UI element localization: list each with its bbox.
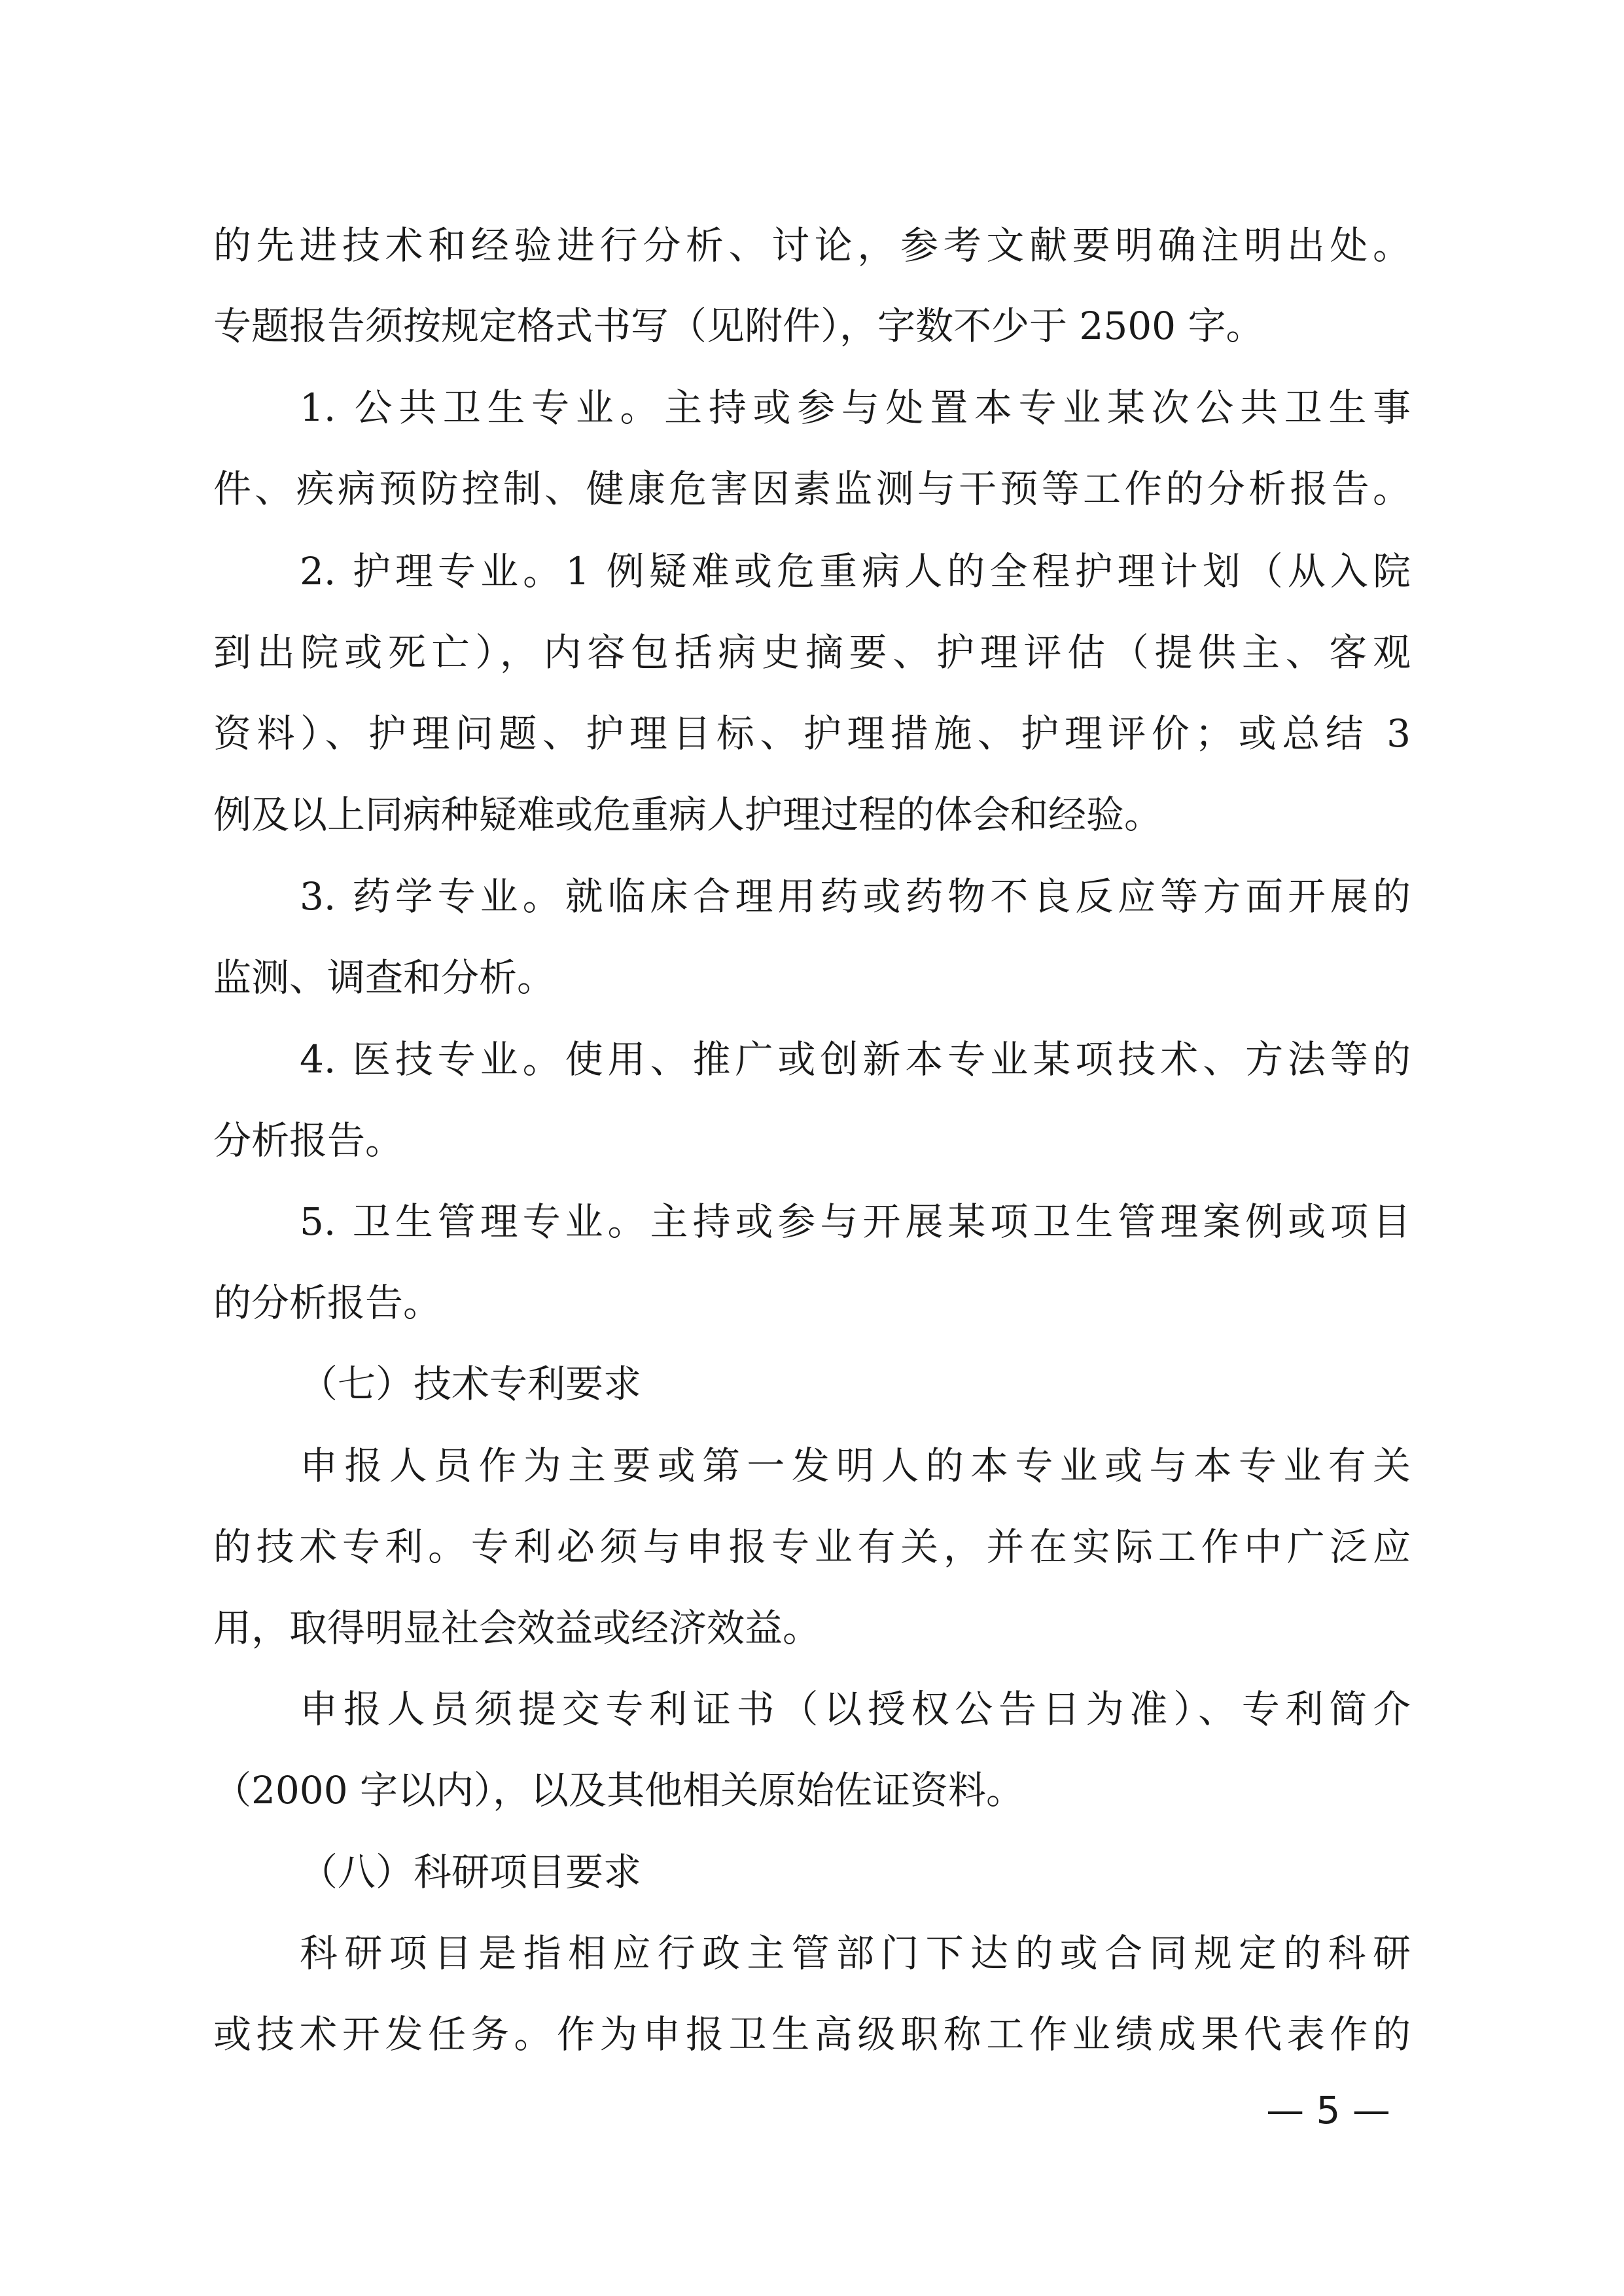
paragraph-line: 分析报告。 bbox=[213, 1118, 404, 1163]
section-item-pharmacy: 3. 药学专业。就临床合理用药或药物不良反应等方面开展的 bbox=[300, 874, 1411, 919]
paragraph-line: 申报人员须提交专利证书（以授权公告日为准）、专利简介 bbox=[300, 1687, 1411, 1731]
page-number: — 5 — bbox=[1266, 2088, 1390, 2132]
paragraph-line: 或技术开发任务。作为申报卫生高级职称工作业绩成果代表作的 bbox=[213, 2012, 1411, 2057]
heading-research-project-requirements: （八）科研项目要求 bbox=[300, 1850, 642, 1894]
heading-patent-requirements: （七）技术专利要求 bbox=[300, 1362, 642, 1406]
paragraph-line: 例及以上同病种疑难或危重病人护理过程的体会和经验。 bbox=[213, 792, 1163, 837]
paragraph-line: 用，取得明显社会效益或经济效益。 bbox=[213, 1606, 821, 1650]
paragraph-line: 监测、调查和分析。 bbox=[213, 955, 556, 1000]
section-item-medical-technology: 4. 医技专业。使用、推广或创新本专业某项技术、方法等的 bbox=[300, 1037, 1411, 1082]
paragraph-line: 专题报告须按规定格式书写（见附件），字数不少于 2500 字。 bbox=[213, 304, 1264, 348]
paragraph-line: 申报人员作为主要或第一发明人的本专业或与本专业有关 bbox=[300, 1443, 1411, 1488]
paragraph-line: 的技术专利。专利必须与申报专业有关，并在实际工作中广泛应 bbox=[213, 1525, 1411, 1569]
paragraph-line: 资料）、护理问题、护理目标、护理措施、护理评价；或总结 3 bbox=[213, 711, 1411, 756]
paragraph-line: 件、疾病预防控制、健康危害因素监测与干预等工作的分析报告。 bbox=[213, 467, 1411, 511]
paragraph-line: 的先进技术和经验进行分析、讨论，参考文献要明确注明出处。 bbox=[213, 223, 1411, 268]
section-item-nursing: 2. 护理专业。1 例疑难或危重病人的全程护理计划（从入院 bbox=[300, 549, 1411, 593]
paragraph-line: 科研项目是指相应行政主管部门下达的或合同规定的科研 bbox=[300, 1931, 1411, 1975]
paragraph-line: 到出院或死亡），内容包括病史摘要、护理评估（提供主、客观 bbox=[213, 630, 1411, 675]
paragraph-line: （2000 字以内），以及其他相关原始佐证资料。 bbox=[213, 1768, 1025, 1812]
paragraph-line: 的分析报告。 bbox=[213, 1280, 442, 1325]
section-item-public-health: 1. 公共卫生专业。主持或参与处置本专业某次公共卫生事 bbox=[300, 385, 1411, 430]
section-item-health-management: 5. 卫生管理专业。主持或参与开展某项卫生管理案例或项目 bbox=[300, 1199, 1411, 1244]
